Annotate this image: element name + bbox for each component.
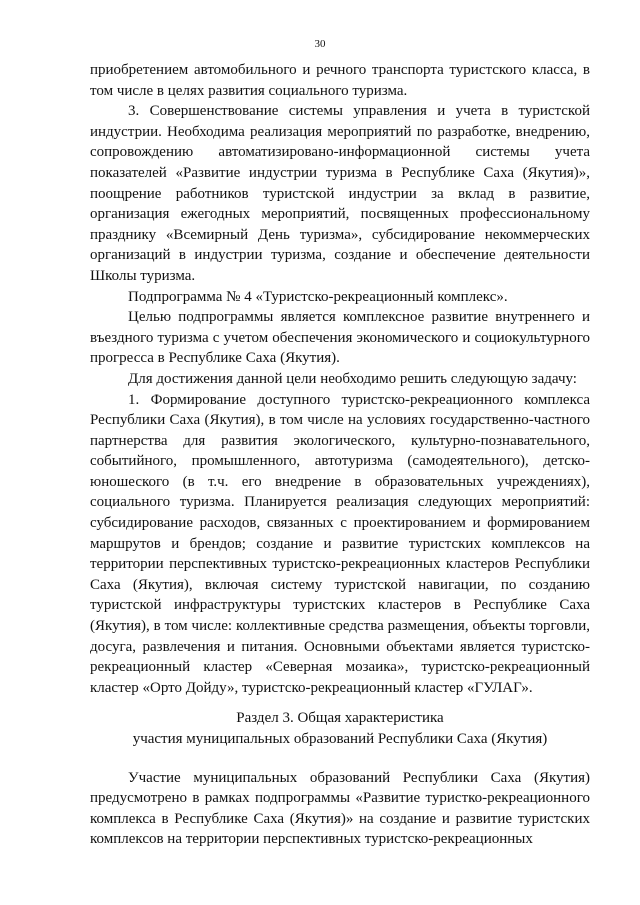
document-body — [90, 60, 590, 850]
paragraph-task-1: 1. Формирование доступного туристско-рекреационного комплекса Республики Саха (Якутия), в том числе на условиях государственно-частного партнерства для развития экологического, культурно-познавательного, событийного, промышленного, автотуризма (самодеятельного), детско-юношеского (в т.ч. его внедрение в образовательных учреждениях), социального туризма. Планируется реализация следующих мероприятий: субсидирование расходов, связанных с проектированием и формированием маршрутов и брендов; создание и развитие туристских комплексов на территории перспективных туристско-рекреационных кластеров Республики Саха (Якутия), включая систему туристской навигации, по созданию туристской инфраструктуры туристских кластеров в Республике Саха (Якутия), в том числе: коллективные средства размещения, объекты торговли, досуга, развлечения и питания. Основными объектами является туристско-рекреационный кластер «Северная мозаика», туристско-рекреационный кластер «Орто Дойду», туристско-рекреационный кластер «ГУЛАГ». — [90, 391, 590, 696]
page-number: 30 — [314, 38, 326, 50]
section-heading — [90, 708, 590, 749]
paragraph-continuation: приобретением автомобильного и речного транспорта туристского класса, в том числе в целях развития социального туризма. — [90, 62, 590, 99]
paragraph-municipal-participation: Участие муниципальных образований Республики Саха (Якутия) предусмотрено в рамках подпрограммы «Развитие туристко-рекреационного комплекса в Республике Саха (Якутия)» на создание и развитие туристских комплексов на территории перспективных туристско-рекреационных — [90, 769, 590, 848]
paragraph-item-3: 3. Совершенствование системы управления и учета в туристской индустрии. Необходима реализация мероприятий по разработке, внедрению, сопровождению автоматизировано-информационной системы учета показателей «Развитие индустрии туризма в Республике Саха (Якутия)», поощрение работников туристской индустрии за вклад в развитие, организация ежегодных мероприятий, посвященных профессиональному празднику «Всемирный День туризма», субсидирование некоммерческих организаций в индустрии туризма, создание и обеспечение деятельности Школы туризма. — [90, 103, 590, 284]
paragraph-subprogram-title: Подпрограмма № 4 «Туристско-рекреационный комплекс». — [128, 288, 508, 305]
paragraph-subprogram-goal: Целью подпрограммы является комплексное развитие внутреннего и въездного туризма с учетом обеспечения экономического и социокультурного прогресса в Республике Саха (Якутия). — [90, 309, 590, 367]
section-heading-line1: Раздел 3. Общая характеристика — [236, 710, 444, 727]
paragraph-task-intro: Для достижения данной цели необходимо решить следующую задачу: — [128, 370, 577, 387]
section-heading-line2: участия муниципальных образований Республики Саха (Якутия) — [132, 731, 548, 747]
